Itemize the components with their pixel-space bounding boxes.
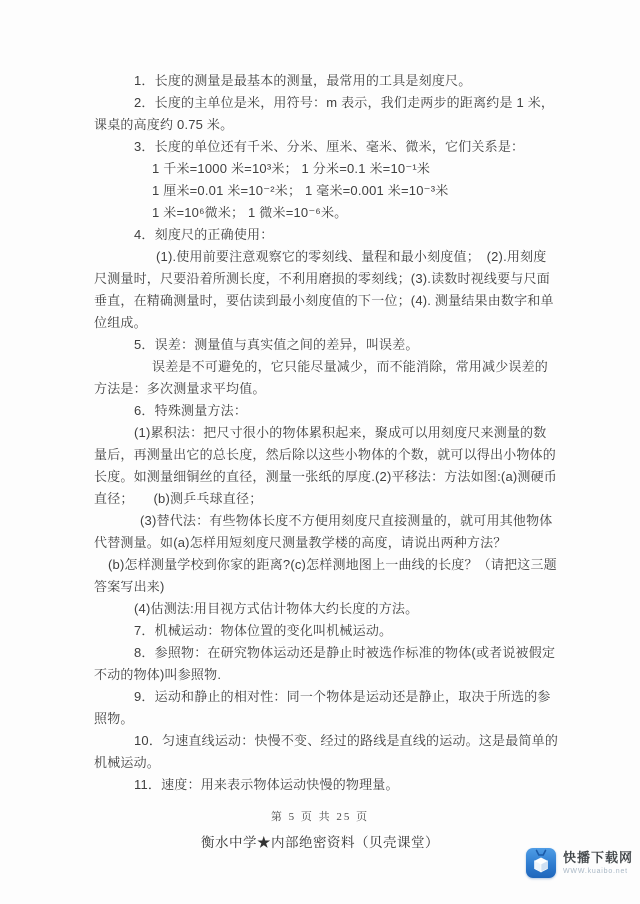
text-line: 代替测量。如(a)怎样用短刻度尺测量教学楼的高度，请说出两种方法？ — [94, 535, 507, 550]
watermark-text — [563, 848, 633, 876]
text-line: 误差是不可避免的，它只能尽量减少，而不能消除，常用减少误差的 — [152, 359, 549, 374]
text-line: (3)替代法：有些物体长度不方便用刻度尺直接测量的，就可用其他物体 — [140, 513, 553, 528]
text-line: 不动的物体)叫参照物. — [94, 667, 222, 682]
text-line: 1 千米=1000 米=10³米； 1 分米=0.1 米=10⁻¹米 — [152, 161, 431, 176]
text-line: 方法是：多次测量求平均值。 — [94, 381, 266, 396]
text-line: 照物。 — [94, 711, 134, 726]
watermark-site-url: WWW.kuaibo.net — [563, 868, 628, 875]
text-line: 11．速度：用来表示物体运动快慢的物理量。 — [134, 777, 399, 792]
text-line: 8．参照物：在研究物体运动还是静止时被选作标准的物体(或者说被假定 — [134, 645, 556, 660]
watermark-site-name: 快播下载网 — [563, 850, 634, 865]
text-line: 9．运动和静止的相对性：同一个物体是运动还是静止，取决于所选的参 — [134, 689, 551, 704]
text-line: (1)累积法：把尺寸很小的物体累积起来，聚成可以用刻度尺来测量的数 — [134, 425, 547, 440]
footer-brand: 衡水中学★内部绝密资料（贝壳课堂） — [201, 835, 439, 850]
text-line: 5．误差：测量值与真实值之间的差异，叫误差。 — [134, 337, 419, 352]
text-line: 3．长度的单位还有千米、分米、厘米、毫米、微米，它们关系是： — [134, 139, 525, 154]
text-line: 机械运动。 — [94, 755, 161, 770]
text-line: 1 厘米=0.01 米=10⁻²米； 1 毫米=0.001 米=10⁻³米 — [152, 183, 449, 198]
text-line: (1).使用前要注意观察它的零刻线、量程和最小刻度值； (2).用刻度 — [156, 249, 547, 264]
text-line: (b)怎样测量学校到你家的距离?(c)怎样测地图上一曲线的长度？（请把这三题 — [108, 557, 557, 572]
text-line: 1 米=10⁶微米； 1 微米=10⁻⁶米。 — [152, 205, 348, 220]
text-line: 6．特殊测量方法： — [134, 403, 248, 418]
document-body — [94, 70, 564, 796]
watermark — [526, 848, 633, 878]
text-line: 4．刻度尺的正确使用： — [134, 227, 274, 242]
cube-in-bag-icon — [526, 848, 556, 878]
text-line: 长度。如测量细铜丝的直径，测量一张纸的厚度.(2)平移法：方法如图:(a)测硬币 — [94, 469, 558, 484]
text-line: 课桌的高度约 0.75 米。 — [94, 117, 234, 132]
text-line: 1．长度的测量是最基本的测量，最常用的工具是刻度尺。 — [134, 73, 472, 88]
text-line: (4)估测法:用目视方式估计物体大约长度的方法。 — [134, 601, 419, 616]
text-line: 位组成。 — [94, 315, 147, 330]
text-line: 答案写出来) — [94, 579, 165, 594]
text-line: 2．长度的主单位是米，用符号：m 表示，我们走两步的距离约是 1 米， — [134, 95, 555, 110]
text-line: 10．匀速直线运动：快慢不变、经过的路线是直线的运动。这是最简单的 — [134, 733, 559, 748]
page-number: 第 5 页 共 25 页 — [270, 811, 370, 823]
text-line: 量后，再测量出它的总长度，然后除以这些小物体的个数，就可以得出小物体的 — [94, 447, 557, 462]
text-line: 7．机械运动：物体位置的变化叫机械运动。 — [134, 623, 393, 638]
text-line: 尺测量时，尺要沿着所测长度，不利用磨损的零刻线；(3).读数时视线要与尺面 — [94, 271, 550, 286]
text-line: 直径； (b)测乒乓球直径； — [94, 491, 263, 506]
text-line: 垂直，在精确测量时，要估读到最小刻度值的下一位；(4). 测量结果由数字和单 — [94, 293, 554, 308]
